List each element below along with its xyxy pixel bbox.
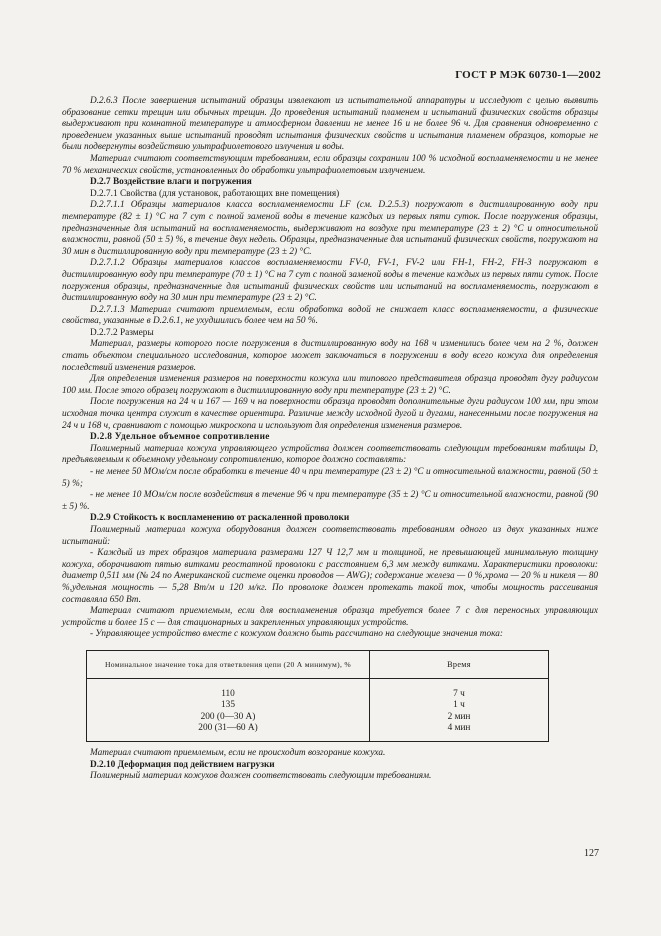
current-time-table: [86, 650, 549, 742]
paragraph-d2711: D.2.7.1.1 Образцы материалов класса воспламеняемости LF (см. D.2.5.3) погружают в дистиллированную воду при температуре (82 ± 1) °С на 7 сут с полной заменой воды в течение каждых из первых пяти суток. После погружения образцы, предназначенные для испытаний на воспламеняемость, выдерживают на воздухе при температуре (23 ± 2) °С и относительной влажности, равной (50 ± 5) %, в течение двух недель. Образцы, предназначенные для испытаний физических свойств, погружают на 30 мин в дистиллированную воду при температуре (23 ± 2) °С.: [62, 200, 598, 257]
paragraph-d272: D.2.7.2 Размеры: [90, 327, 154, 338]
paragraph-d2713: D.2.7.1.3 Материал считают приемлемым, если обработка водой не снижает класс воспламеняемости, а физические свойства, указанные в D.2.6.1, не ухудшились более чем на 50 %.: [62, 304, 598, 327]
list-item-d29-current: - Управляющее устройство вместе с кожухом должно быть рассчитано на следующие значения тока:: [90, 629, 503, 640]
table-cell-current: 200 (31—60 А): [87, 723, 370, 741]
paragraph-d272-after: После погружения на 24 ч и 167 — 169 ч на поверхности образца проводят дополнительные дуги радиусом 100 мм, при этом исходная точка центра служит в качестве ориентира. Различие между исходной дугой и дугами, нанесенными после погружения на 24 ч и 168 ч, сравнивают с помощью микроскопа и используют для определения изменения размеров.: [62, 397, 598, 431]
document-header: ГОСТ Р МЭК 60730-1—2002: [455, 69, 601, 81]
paragraph-d263: D.2.6.3 После завершения испытаний образцы извлекают из испытательной аппаратуры и исследуют с целью выявить образование сетки трещин или обычных трещин. До проведения испытаний пламенем и испытаний физических свойств образцы выдерживают при комнатной температуре и атмосферном давлении не менее 16 и не более 96 ч. Для сравнения одновременно с проведением указанных выше испытаний проводят испытания физических свойств и испытания пламенем образцов, которые не были подвергнуты воздействию ультрафиолетового излучения и воды.: [62, 96, 598, 153]
table-cell-time: 2 мин: [447, 711, 471, 722]
table-header-current: Номинальное значение тока для ответвления цепи (20 А минимум), %: [87, 650, 370, 678]
paragraph-d29-final: Материал считают приемлемым, если не происходит возгорание кожуха.: [90, 747, 386, 758]
table-cell-current: 110: [87, 678, 370, 700]
paragraph-d2712: D.2.7.1.2 Образцы материалов классов воспламеняемости FV-0, FV-1, FV-2 или FH-1, FH-2, FH-3 погружают в дистиллированную воду при температуре (70 ± 1) °С на 7 сут с полной заменой воды в течение каждых из первых пяти суток. После погружения образцы, предназначенные для испытаний физических свойств или испытаний на воспламеняемость, погружают в дистиллированную воду на 30 мин при температуре (23 ± 2) °С.: [62, 258, 598, 304]
table-cell-time: 1 ч: [453, 700, 465, 711]
heading-d210: D.2.10 Деформация под действием нагрузки: [90, 759, 275, 770]
paragraph-d272-material: Материал, размеры которого после погружения в дистиллированную воду на 168 ч изменились более чем на 2 %, должен стать объектом специального исследования, которое может заключаться в погружении в воду всего кожуха для определения последствий изменения размеров.: [62, 339, 598, 373]
table-cell-current: 200 (0—30 А): [87, 712, 370, 724]
heading-d28: D.2.8 Удельное объемное сопротивление: [90, 432, 270, 443]
heading-d27: D.2.7 Воздействие влаги и погружения: [90, 177, 252, 188]
table-header-time: Время: [370, 650, 549, 678]
table-row: [87, 678, 549, 700]
paragraph-d210: Полимерный материал кожухов должен соответствовать следующим требованиям.: [90, 771, 432, 782]
list-item-d28-50mohm: - не менее 50 МОм/см после обработки в течение 40 ч при температуре (23 ± 2) °С и относительной влажности, равной (50 ± 5) %;: [62, 467, 598, 489]
table-cell-time: 7 ч: [453, 688, 465, 699]
heading-d29: D.2.9 Стойкость к воспламенению от раскаленной проволоки: [90, 513, 350, 524]
paragraph-d271: D.2.7.1 Свойства (для установок, работающих вне помещения): [90, 188, 340, 199]
paragraph-d28-requirement: Полимерный материал кожуха управляющего устройства должен соответствовать следующим требованиям таблицы D, предъявляемым к объемному удельному сопротивлению, которое должно составлять:: [62, 443, 598, 466]
table-row: [87, 712, 549, 724]
list-item-d29-wire: - Каждый из трех образцов материала размерами 127 Ч 12,7 мм и толщиной, не превышающей минимальную толщину кожуха, оборачивают пятью витками реостатной проволоки с расстоянием 6,3 мм между витками. Характеристики проволоки: диаметр 0,511 мм (№ 24 по Американской системе оценки проводов — AWG); содержание железа — 0 %,хрома — 20 % и никеля — 80 %,удельная мощность — 5,28 Вт/м и 120 м/кг. По проволоке должен протекать такой ток, чтобы мощность рассеивания составляла 650 Вт.: [62, 548, 598, 605]
table-row: [87, 700, 549, 712]
paragraph-d29-requirement: Полимерный материал кожуха оборудования должен соответствовать требованиям одного из двух указанных ниже испытаний:: [62, 524, 598, 547]
page-number: 127: [584, 848, 599, 859]
table-row: [87, 723, 549, 741]
list-item-d28-10mohm: - не менее 10 МОм/см после воздействия в течение 96 ч при температуре (35 ± 2) °С и относительной влажности, равной (90 ± 5) %.: [62, 490, 598, 512]
paragraph-d29-acceptance: Материал считают приемлемым, если для воспламенения образца требуется более 7 с для переносных управляющих устройств и более 15 с — для стационарных и закрепленных управляющих устройств.: [62, 606, 598, 628]
paragraph-d263-acceptance: Материал считают соответствующим требованиям, если образцы сохранили 100 % исходной воспламеняемости и не менее 70 % механических свойств, установленных до обработки ультрафиолетовым излучением.: [62, 153, 598, 176]
table-cell-time: 4 мин: [447, 723, 471, 734]
document-body: [62, 96, 598, 783]
table-cell-current: 135: [87, 700, 370, 712]
paragraph-d272-arc: Для определения изменения размеров на поверхности кожуха или типового представителя образца проводят дугу радиусом 100 мм. После этого образец погружают в дистиллированную воду при температуре (23 ± 2) °С.: [62, 374, 598, 396]
